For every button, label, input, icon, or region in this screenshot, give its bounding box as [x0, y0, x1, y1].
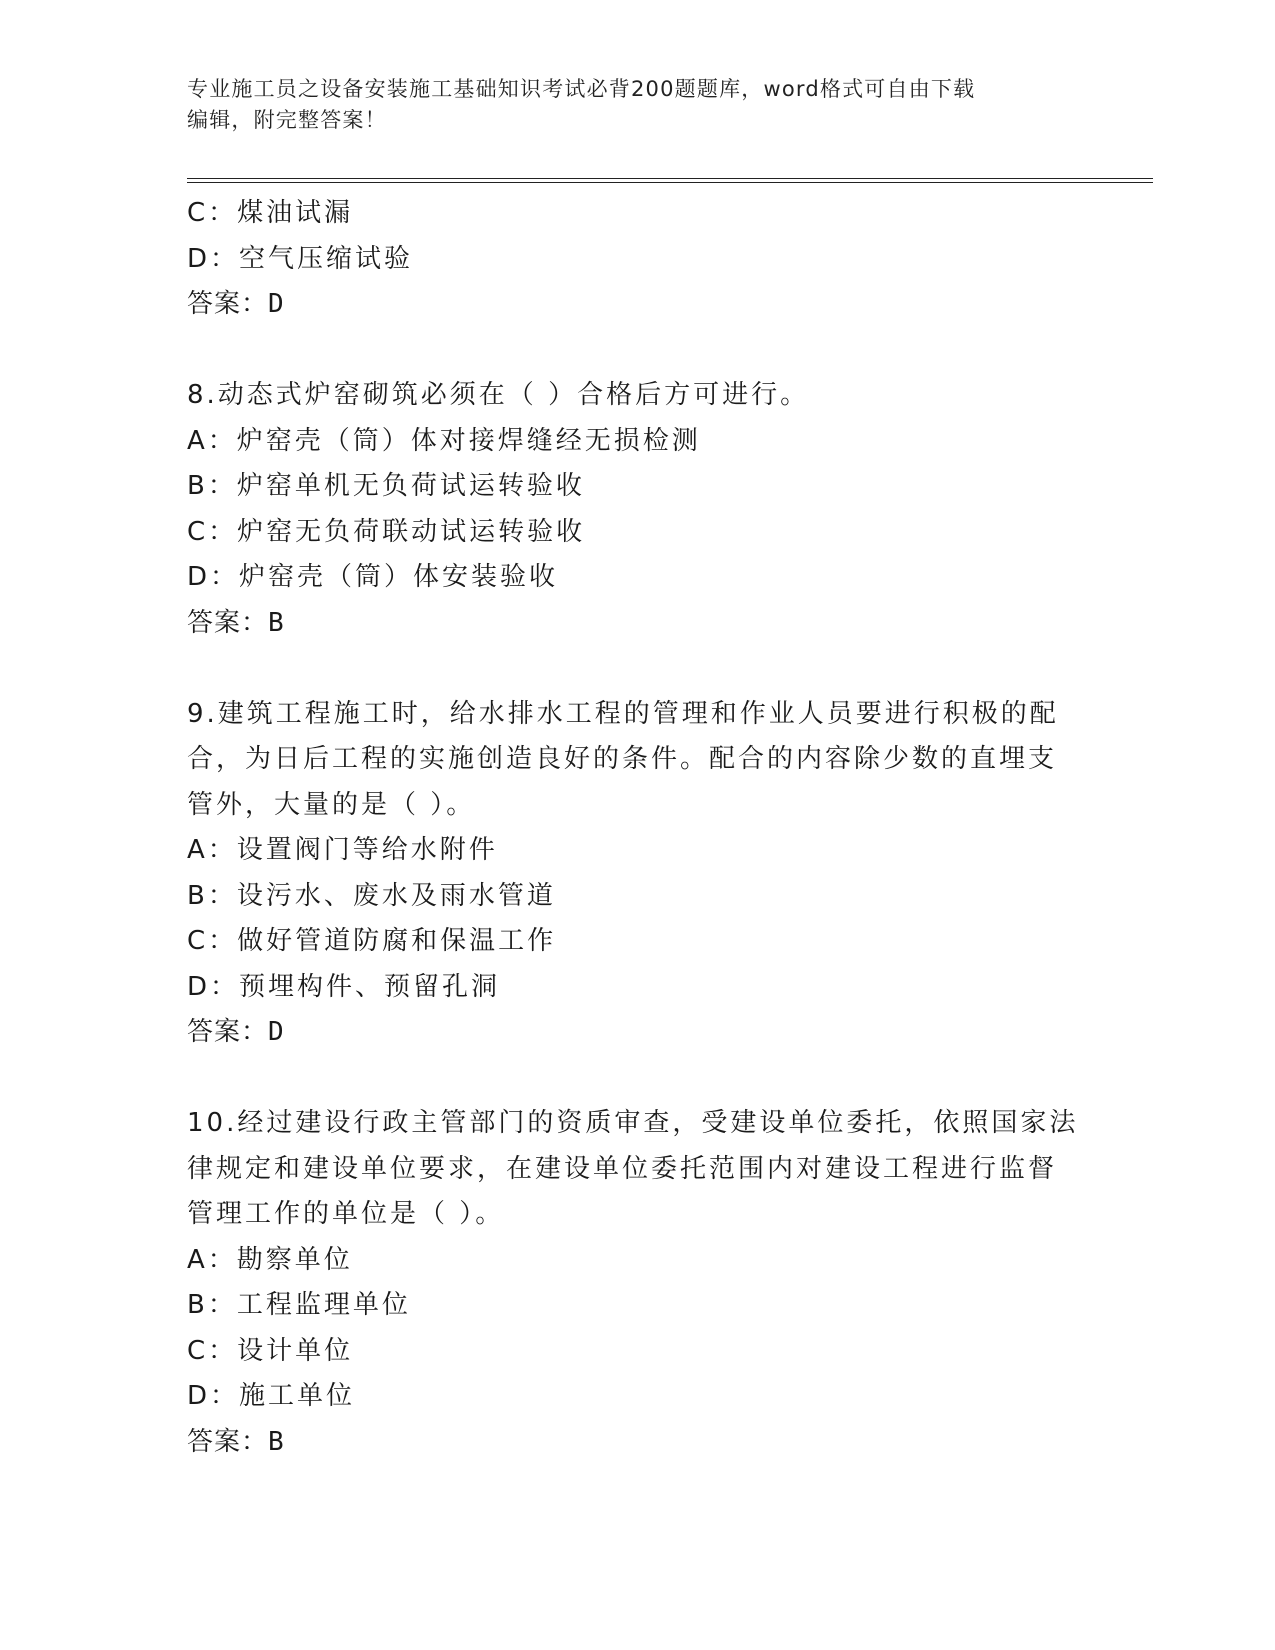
option-c: C：煤油试漏 — [187, 198, 354, 228]
spacer — [187, 646, 1087, 692]
question-stem-line-2: 律规定和建设单位要求，在建设单位委托范围内对建设工程进行监督 — [187, 1153, 1058, 1184]
option-b: B：设污水、废水及雨水管道 — [187, 880, 556, 911]
previous-question-tail — [187, 191, 1087, 328]
question-stem-line-2: 合，为日后工程的实施创造良好的条件。配合的内容除少数的直埋支 — [187, 744, 1058, 774]
option-d: D：空气压缩试验 — [187, 243, 414, 274]
answer-line: 答案：B — [187, 607, 285, 638]
option-c: C：做好管道防腐和保温工作 — [187, 926, 557, 956]
question-stem-line-1: 9.建筑工程施工时，给水排水工程的管理和作业人员要进行积极的配 — [187, 698, 1059, 729]
option-d: D：施工单位 — [187, 1381, 356, 1411]
document-header — [187, 74, 1077, 136]
question-9 — [187, 692, 1087, 1056]
question-stem-line-3: 管外，大量的是（ ）。 — [187, 789, 476, 820]
answer-line: 答案：B — [187, 1426, 285, 1457]
option-d: D：炉窑壳（筒）体安装验收 — [187, 562, 559, 592]
header-title-line-1: 专业施工员之设备安装施工基础知识考试必背200题题库，word格式可自由下载 — [187, 77, 976, 101]
question-stem-line-1: 10.经过建设行政主管部门的资质审查，受建设单位委托，依照国家法 — [187, 1108, 1079, 1138]
option-b: B：工程监理单位 — [187, 1290, 411, 1320]
question-stem: 8.动态式炉窑砌筑必须在（ ）合格后方可进行。 — [187, 380, 810, 410]
header-title-line-2: 编辑，附完整答案！ — [187, 108, 387, 132]
option-a: A：设置阀门等给水附件 — [187, 835, 498, 865]
spacer — [187, 328, 1087, 374]
answer-line: 答案：D — [187, 289, 285, 319]
option-a: A：炉窑壳（筒）体对接焊缝经无损检测 — [187, 425, 701, 456]
answer-line: 答案：D — [187, 1017, 285, 1047]
option-c: C：炉窑无负荷联动试运转验收 — [187, 516, 586, 547]
question-8 — [187, 373, 1087, 646]
question-content — [187, 191, 1087, 1465]
spacer — [187, 1056, 1087, 1102]
option-a: A：勘察单位 — [187, 1244, 353, 1275]
question-stem-line-3: 管理工作的单位是（ ）。 — [187, 1199, 505, 1229]
option-c: C：设计单位 — [187, 1335, 354, 1366]
question-10 — [187, 1101, 1087, 1465]
option-b: B：炉窑单机无负荷试运转验收 — [187, 471, 585, 501]
option-d: D：预埋构件、预留孔洞 — [187, 971, 501, 1002]
header-divider — [187, 178, 1153, 183]
